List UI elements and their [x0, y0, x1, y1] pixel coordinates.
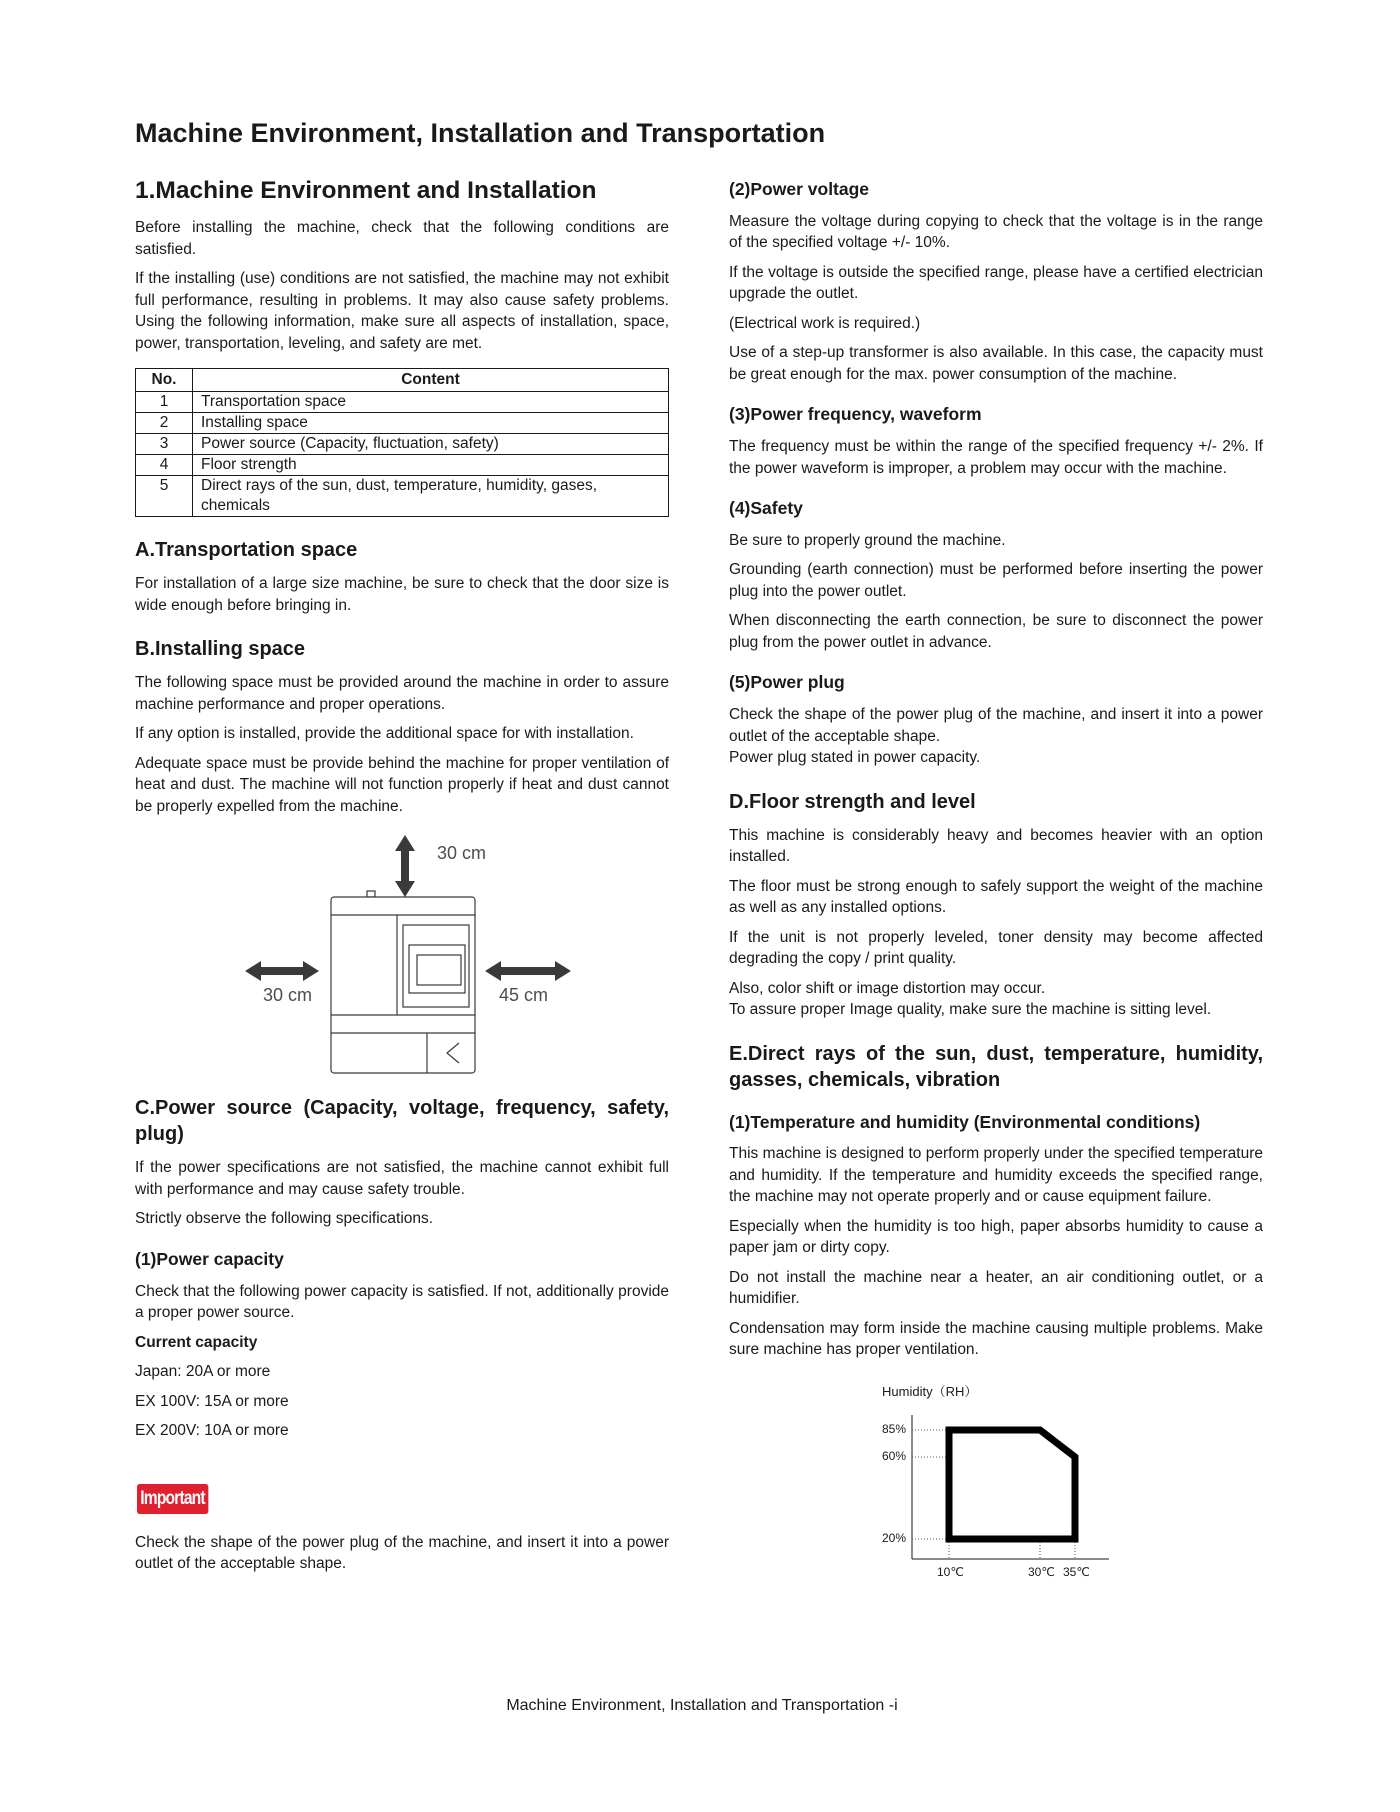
- floor-strength-paragraph-2: The floor must be strong enough to safely support the weight of the machine as well as any installed options.: [729, 877, 1263, 916]
- important-badge-wrapper: [135, 1450, 669, 1532]
- humidity-tick-85: 85%: [882, 1421, 907, 1436]
- table-cell-no: 5: [136, 476, 193, 517]
- environment-heading: E.Direct rays of the sun, dust, temperature, humidity, gasses, chemicals, vibration: [729, 1042, 1263, 1091]
- left-column: [135, 176, 669, 1583]
- temperature-tick-30: 30℃: [1028, 1564, 1055, 1579]
- power-source-paragraph-1: If the power specifications are not satisfied, the machine cannot exhibit full with performance and may cause safety trouble.: [135, 1159, 669, 1198]
- installation-space-figure: [135, 825, 669, 1075]
- section1-heading: 1.Machine Environment and Installation: [135, 177, 597, 204]
- right-clearance-label: 45 cm: [499, 985, 549, 1006]
- table-row: [136, 413, 669, 434]
- table-cell-content: Power source (Capacity, fluctuation, safety): [193, 434, 669, 455]
- temperature-tick-35: 35℃: [1063, 1564, 1090, 1579]
- floor-strength-heading: D.Floor strength and level: [729, 790, 976, 813]
- table-cell-no: 4: [136, 455, 193, 476]
- safety-heading: (4)Safety: [729, 498, 803, 518]
- current-capacity-label: Current capacity: [135, 1333, 258, 1351]
- temperature-tick-10: 10℃: [937, 1564, 964, 1579]
- power-plug-paragraph-1: Check the shape of the power plug of the machine, and insert it into a power outlet of the acceptable shape.: [729, 706, 1263, 745]
- temperature-humidity-paragraph-1: This machine is designed to perform properly under the specified temperature and humidity. If the temperature and humidity exceeds the specified range, the machine may not operate properly and or cause equipment failure.: [729, 1145, 1263, 1206]
- transportation-space-heading: A.Transportation space: [135, 539, 358, 562]
- floor-strength-paragraph-3: If the unit is not properly leveled, toner density may become affected degrading the copy / print quality.: [729, 928, 1263, 967]
- floor-strength-paragraph-5: To assure proper Image quality, make sure the machine is sitting level.: [729, 1001, 1212, 1018]
- humidity-range-plot: [729, 1371, 1263, 1611]
- power-source-heading: C.Power source (Capacity, voltage, frequency, safety, plug): [135, 1097, 669, 1146]
- table-cell-content: Direct rays of the sun, dust, temperature, humidity, gases, chemicals: [193, 476, 669, 517]
- intro-paragraph-1: Before installing the machine, check that the following conditions are satisfied.: [135, 219, 669, 258]
- left-clearance-label: 30 cm: [263, 985, 313, 1006]
- temperature-humidity-paragraph-2: Especially when the humidity is too high, paper absorbs humidity to cause a paper jam or dirty copy.: [729, 1217, 1263, 1257]
- safety-paragraph-3: When disconnecting the earth connection, be sure to disconnect the power plug from the power outlet in advance.: [729, 612, 1263, 651]
- power-capacity-paragraph: Check that the following power capacity is satisfied. If not, additionally provide a proper power source.: [135, 1282, 669, 1322]
- floor-strength-paragraph-1: This machine is considerably heavy and becomes heavier with an option installed.: [729, 826, 1263, 865]
- power-voltage-heading: (2)Power voltage: [729, 179, 870, 199]
- machine-clearance-diagram: [135, 825, 669, 1075]
- power-frequency-heading: (3)Power frequency, waveform: [729, 404, 982, 425]
- installing-space-paragraph-1: The following space must be provided around the machine in order to assure machine performance and proper operations.: [135, 674, 669, 713]
- table-cell-no: 1: [136, 392, 193, 413]
- installing-space-paragraph-2: If any option is installed, provide the additional space for with installation.: [135, 725, 634, 743]
- top-clearance-label: 30 cm: [437, 843, 487, 864]
- table-cell-content: Transportation space: [193, 392, 669, 413]
- transportation-space-paragraph: For installation of a large size machine, be sure to check that the door size is wide enough before bringing in.: [135, 575, 669, 614]
- temperature-humidity-paragraph-4: Condensation may form inside the machine causing multiple problems. Make sure machine has proper ventilation.: [729, 1319, 1263, 1359]
- page-title: Machine Environment, Installation and Transportation: [135, 118, 826, 148]
- temperature-humidity-paragraph-3: Do not install the machine near a heater, an air conditioning outlet, or a humidifier.: [729, 1268, 1263, 1308]
- table-header-content: Content: [193, 369, 669, 392]
- temperature-humidity-heading: (1)Temperature and humidity (Environmental conditions): [729, 1111, 1201, 1132]
- capacity-japan: Japan: 20A or more: [135, 1363, 271, 1381]
- table-cell-content: Installing space: [193, 413, 669, 434]
- power-plug-heading: (5)Power plug: [729, 672, 845, 693]
- power-capacity-heading: (1)Power capacity: [135, 1248, 284, 1269]
- machine-outline: [331, 891, 475, 1073]
- humidity-tick-20: 20%: [882, 1530, 907, 1545]
- humidity-tick-60: 60%: [882, 1448, 907, 1463]
- table-cell-no: 3: [136, 434, 193, 455]
- page-footer: Machine Environment, Installation and Transportation -i: [506, 1697, 898, 1714]
- table-row: [136, 476, 669, 517]
- humidity-axis-label: Humidity（RH）: [882, 1383, 978, 1399]
- intro-paragraph-2: If the installing (use) conditions are not satisfied, the machine may not exhibit full performance, resulting in problems. It may also cause safety problems. Using the following information, make sure all aspects of installation, space, power, transportation, leveling, and safety are met.: [135, 270, 669, 352]
- power-frequency-paragraph: The frequency must be within the range of the specified frequency +/- 2%. If the power waveform is improper, a problem may occur with the machine.: [729, 438, 1263, 477]
- capacity-ex200v: EX 200V: 10A or more: [135, 1422, 289, 1440]
- table-row: [136, 434, 669, 455]
- power-plug-paragraph-2: Power plug stated in power capacity.: [729, 749, 981, 766]
- capacity-ex100v: EX 100V: 15A or more: [135, 1392, 289, 1410]
- floor-strength-paragraph-4: Also, color shift or image distortion may occur.: [729, 979, 1046, 997]
- installing-space-heading: B.Installing space: [135, 638, 306, 661]
- power-source-paragraph-2: Strictly observe the following specifications.: [135, 1210, 434, 1228]
- table-row: [136, 392, 669, 413]
- right-column: [729, 178, 1263, 1611]
- important-paragraph: Check the shape of the power plug of the machine, and insert it into a power outlet of the acceptable shape.: [135, 1533, 669, 1573]
- installing-space-paragraph-3: Adequate space must be provide behind the machine for proper ventilation of heat and dust. The machine will not function properly if heat and dust cannot be properly expelled from the machine.: [135, 754, 669, 815]
- power-voltage-paragraph-2: If the voltage is outside the specified range, please have a certified electrician upgrade the outlet.: [729, 263, 1263, 303]
- power-voltage-paragraph-1: Measure the voltage during copying to check that the voltage is in the range of the specified voltage +/- 10%.: [729, 212, 1263, 252]
- table-header-no: No.: [136, 369, 193, 392]
- conditions-table: [135, 368, 669, 517]
- operating-range-area: [949, 1430, 1075, 1539]
- power-voltage-paragraph-3: (Electrical work is required.): [729, 314, 921, 332]
- safety-paragraph-2: Grounding (earth connection) must be performed before inserting the power plug into the power outlet.: [729, 561, 1263, 600]
- table-row: [136, 455, 669, 476]
- important-badge: Important: [137, 1484, 208, 1514]
- table-cell-no: 2: [136, 413, 193, 434]
- safety-paragraph-1: Be sure to properly ground the machine.: [729, 531, 1006, 549]
- humidity-range-chart: [729, 1371, 1263, 1611]
- power-voltage-paragraph-4: Use of a step-up transformer is also available. In this case, the capacity must be great enough for the max. power consumption of the machine.: [729, 344, 1263, 383]
- table-cell-content: Floor strength: [193, 455, 669, 476]
- right-clearance-arrow: [485, 961, 571, 981]
- top-clearance-arrow: [395, 835, 415, 897]
- left-clearance-arrow: [245, 961, 319, 981]
- table-header-row: [136, 369, 669, 392]
